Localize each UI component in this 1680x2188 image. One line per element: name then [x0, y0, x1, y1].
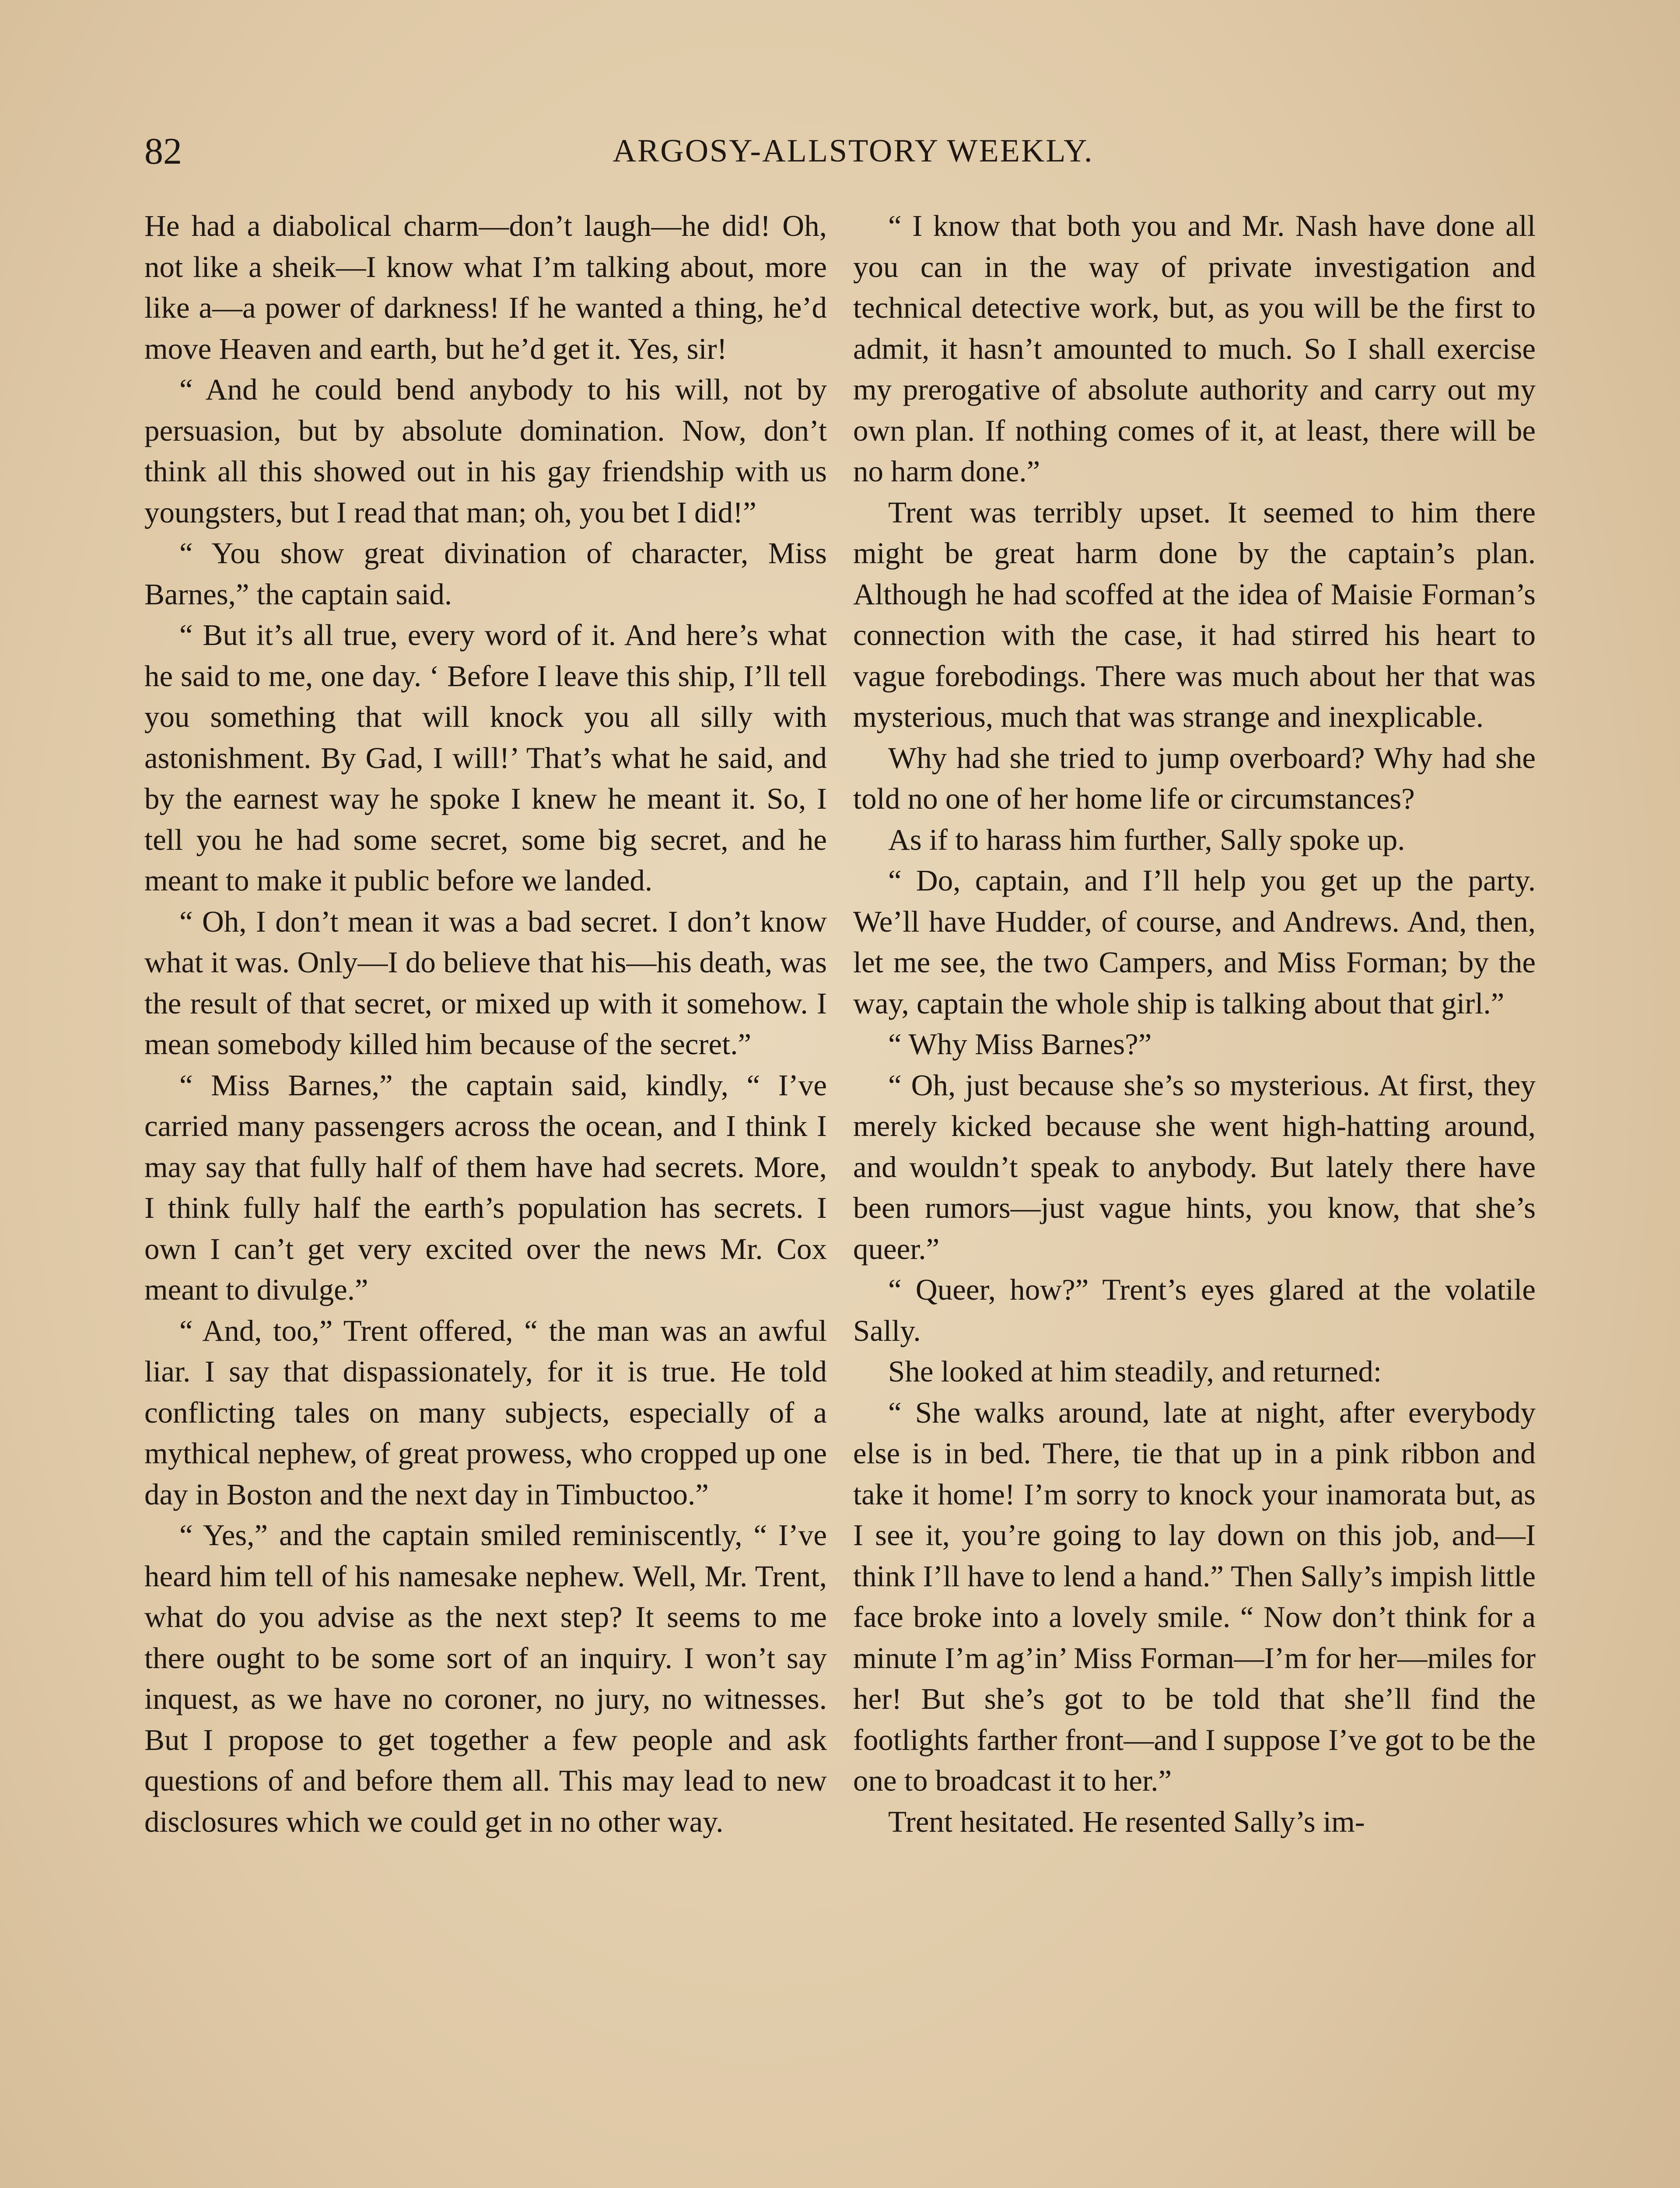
- paragraph: “ You show great divination of character, Miss Barnes,” the captain said.: [144, 536, 827, 611]
- paragraph: “ Oh, just because she’s so mysterious. At first, they merely kicked because she went high-hatting around, and wouldn’t speak to anybody. But lately there have been rumors—just vague hints, you know, that she’s queer.”: [853, 1068, 1536, 1266]
- paragraph: As if to harass him further, Sally spoke up.: [888, 823, 1405, 856]
- paragraph: “ Miss Barnes,” the captain said, kindly, “ I’ve carried many passengers across the ocean, and I think I may say that fully half of them have had secrets. More, I think fully half the earth’s population has secrets. I own I can’t get very excited over the news Mr. Cox meant to divulge.”: [144, 1068, 827, 1306]
- paragraph: “ And, too,” Trent offered, “ the man was an awful liar. I say that dispassionately, for it is true. He told conflicting tales on many subjects, especially of a mythical nephew, of great prowess, who cropped up one day in Boston and the next day in Timbuctoo.”: [144, 1314, 827, 1511]
- paragraph: “ But it’s all true, every word of it. And here’s what he said to me, one day. ‘ Before I leave this ship, I’ll tell you something that will knock you all silly with astonishment. By Gad, I will!’ That’s what he said, and by the earnest way he spoke I knew he meant it. So, I tell you he had some secret, some big secret, and he meant to make it public before we landed.: [144, 618, 827, 897]
- paragraph: “ And he could bend anybody to his will, not by persuasion, but by absolute domination. Now, don’t think all this showed out in his gay friendship with us youngsters, but I read that man; oh, you bet I did!”: [144, 373, 827, 529]
- paragraph: “ Queer, how?” Trent’s eyes glared at the volatile Sally.: [853, 1273, 1536, 1347]
- paragraph: Why had she tried to jump overboard? Why had she told no one of her home life or circumstances?: [853, 741, 1536, 815]
- paragraph: “ Why Miss Barnes?”: [888, 1027, 1152, 1061]
- text-column-left: [144, 206, 827, 2188]
- paragraph: She looked at him steadily, and returned:: [888, 1355, 1382, 1388]
- running-head: ARGOSY-ALLSTORY WEEKLY.: [612, 133, 1094, 169]
- page-number: 82: [144, 130, 182, 172]
- paragraph: “ She walks around, late at night, after everybody else is in bed. There, tie that up in a pink ribbon and take it home! I’m sorry to knock your inamorata but, as I see it, you’re going to lay down on this job, and—I think I’ll have to lend a hand.” Then Sally’s impish little face broke into a lovely smile. “ Now don’t think for a minute I’m ag’in’ Miss Forman—I’m for her—miles for her! But she’s got to be told that she’ll find the footlights farther front—and I suppose I’ve got to be the one to broadcast it to her.”: [853, 1396, 1536, 1797]
- paragraph: Trent hesitated. He resented Sally’s im-: [888, 1805, 1365, 1838]
- page-header: [144, 127, 1562, 184]
- paragraph: “ Oh, I don’t mean it was a bad secret. I don’t know what it was. Only—I do believe that his—his death, was the result of that secret, or mixed up with it somehow. I mean somebody killed him because of the secret.”: [144, 905, 827, 1061]
- paragraph: He had a diabolical charm—don’t laugh—he did! Oh, not like a sheik—I know what I’m talking about, more like a—a power of darkness! If he wanted a thing, he’d move Heaven and earth, but he’d get it. Yes, sir!: [144, 209, 827, 365]
- text-column-right: [853, 206, 1536, 2188]
- paragraph: “ Do, captain, and I’ll help you get up the party. We’ll have Hudder, of course, and Andrews. And, then, let me see, the two Campers, and Miss Forman; by the way, captain the whole ship is talking about that girl.”: [853, 864, 1536, 1020]
- paragraph: “ I know that both you and Mr. Nash have done all you can in the way of private investigation and technical detective work, but, as you will be the first to admit, it hasn’t amounted to much. So I shall exercise my prerogative of absolute authority and carry out my own plan. If nothing comes of it, at least, there will be no harm done.”: [853, 209, 1536, 488]
- paragraph: “ Yes,” and the captain smiled reminiscently, “ I’ve heard him tell of his namesake nephew. Well, Mr. Trent, what do you advise as the next step? It seems to me there ought to be some sort of an inquiry. I won’t say inquest, as we have no coroner, no jury, no witnesses. But I propose to get together a few people and ask questions of and before them all. This may lead to new disclosures which we could get in no other way.: [144, 1518, 827, 1838]
- paragraph: Trent was terribly upset. It seemed to him there might be great harm done by the captain’s plan. Although he had scoffed at the idea of Maisie Forman’s connection with the case, it had stirred his heart to vague forebodings. There was much about her that was mysterious, much that was strange and inexplicable.: [853, 495, 1536, 733]
